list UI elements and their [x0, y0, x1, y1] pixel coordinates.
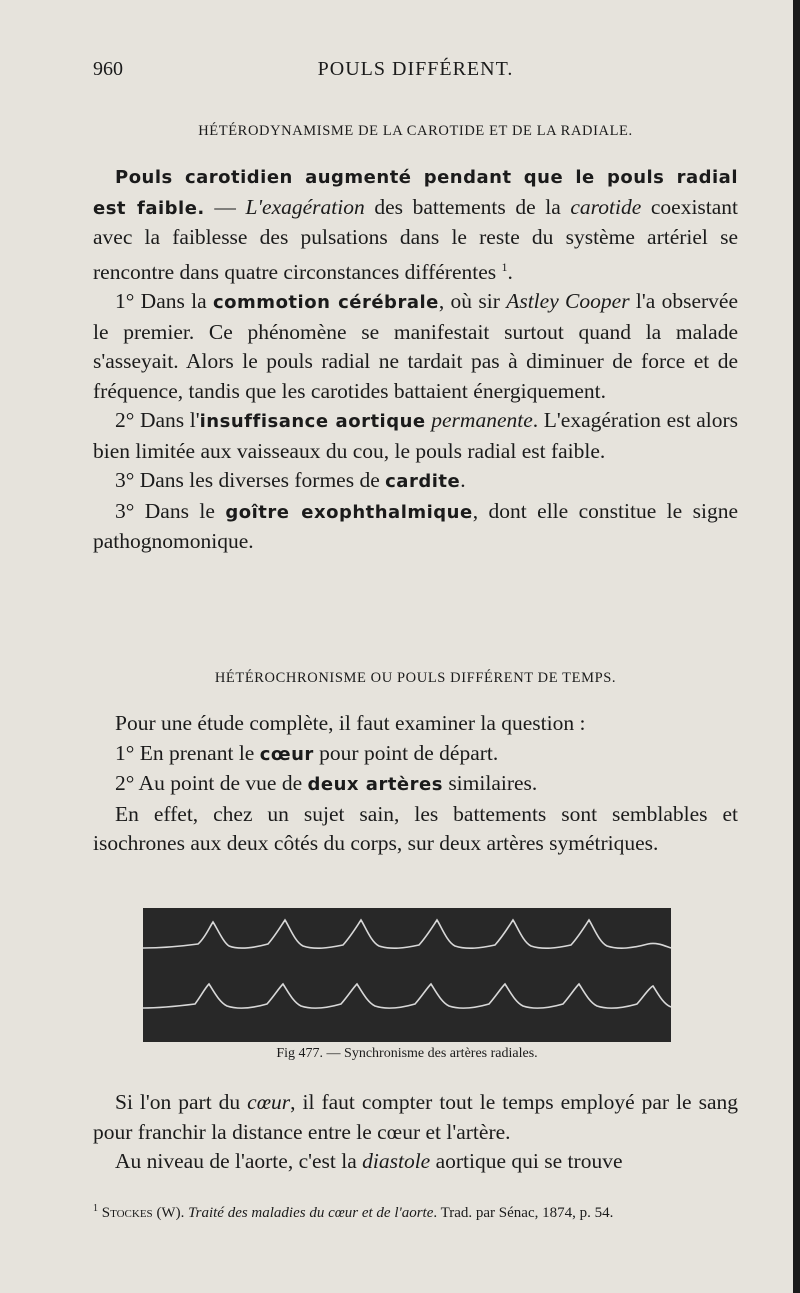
paragraph-arteres: [93, 769, 738, 800]
text-run: 2° Dans l': [115, 408, 200, 433]
pulse-tracing-figure: [143, 908, 671, 1042]
text-run: Au niveau de l'aorte, c'est la: [115, 1149, 363, 1173]
bold-term: deux artères: [307, 774, 443, 795]
text-run: , il faut compter tout le temps employé par le sang pour franchir la distance entre le cœur et l'artère.: [93, 1090, 738, 1144]
italic-term: diastole: [362, 1149, 431, 1173]
italic-term: Astley Cooper: [506, 289, 630, 314]
section-heterodynamisme: [93, 123, 738, 557]
pulse-tracing: [143, 908, 671, 1042]
section-coeur: [93, 1088, 738, 1177]
text-run: 3° Dans les diverses formes de: [115, 468, 386, 493]
text-run: similaires.: [442, 771, 538, 795]
page-edge-shadow: [793, 0, 800, 1293]
text-run: , dont elle constitue le signe pathognomonique.: [93, 498, 738, 554]
section-heading: HÉTÉRODYNAMISME DE LA CAROTIDE ET DE LA RADIALE.: [198, 123, 633, 139]
text-run: l'a observée le premier. Ce phénomène se manifestait surtout quand la malade s'asseyait. Alors le pouls radial ne tardait pas à diminuer de force et de fréquence, tandis que les carotides battaient énergiquement.: [93, 289, 738, 403]
text-run: . L'exagération est alors bien limitée aux vaisseaux du cou, le pouls radial est faible.: [93, 408, 738, 463]
section-heading: HÉTÉROCHRONISME OU POULS DIFFÉRENT DE TEMPS.: [214, 670, 617, 686]
text-run: Si l'on part du: [115, 1090, 248, 1114]
text-run: —: [204, 194, 246, 219]
italic-term: cœur: [247, 1090, 291, 1114]
footnote: [93, 1198, 743, 1224]
bold-term: cœur: [259, 743, 314, 765]
running-head: POULS DIFFÉRENT.: [317, 58, 514, 80]
section-heterochronisme: [93, 670, 738, 859]
text-run: (W).: [152, 1205, 189, 1221]
bold-term: goître exophthalmique: [225, 501, 473, 523]
figure-caption: Fig 477. — Synchronisme des artères radiales.: [276, 1046, 538, 1061]
footnote-ref: 1: [501, 259, 508, 274]
paragraph-sujet-sain: En effet, chez un sujet sain, les battements sont semblables et isochrones aux deux côtés du corps, sur deux artères symétriques.: [93, 801, 738, 855]
paragraph-si-lon-part: [93, 1088, 738, 1147]
bold-term: Pouls carotidien augmenté pendant que le pouls radial est faible.: [93, 167, 738, 219]
text-run: coexistant avec la faiblesse des pulsations dans le reste du système artériel se rencontre dans quatre circonstances différentes: [93, 194, 739, 284]
paragraph-goitre: [93, 497, 738, 557]
paragraph-insuffisance: [93, 406, 738, 466]
bold-term: cardite: [385, 471, 461, 493]
text-run: 3° Dans le: [115, 498, 226, 523]
text-run: aortique qui se trouve: [430, 1149, 623, 1173]
paragraph-aorte: [93, 1147, 738, 1177]
italic-term: carotide: [570, 194, 642, 219]
bold-term: commotion cérébrale: [213, 292, 439, 314]
paragraph-commotion: [93, 287, 738, 406]
page-header: [93, 58, 738, 88]
italic-term: L'exagération: [245, 194, 365, 219]
text-run: 1° Dans la: [115, 289, 214, 314]
footnote-author: Stockes: [101, 1205, 153, 1221]
paragraph-coeur: [93, 739, 738, 770]
lower-pulse-trace: [143, 984, 671, 1008]
paragraph-pouls-carotidien: [93, 162, 738, 287]
page-number: 960: [93, 58, 123, 80]
text-run: des battements de la: [364, 194, 571, 219]
upper-pulse-trace: [143, 920, 671, 948]
text-run: pour point de départ.: [313, 740, 499, 765]
footnote-title: Traité des maladies du cœur et de l'aorte: [188, 1205, 434, 1221]
text-run: 2° Au point de vue de: [115, 771, 308, 795]
text-run: .: [507, 259, 513, 284]
text-run: 1° En prenant le: [115, 740, 260, 765]
text-run: . Trad. par Sénac, 1874, p. 54.: [433, 1205, 614, 1221]
bold-term: insuffisance aortique: [199, 411, 426, 433]
paragraph-etude: Pour une étude complète, il faut examiner la question :: [115, 711, 586, 735]
text-run: .: [460, 468, 466, 493]
text-run: , où sir: [438, 289, 507, 314]
footnote-marker: 1: [93, 1203, 98, 1214]
paragraph-cardite: [93, 466, 738, 497]
italic-term: permanente: [425, 408, 533, 433]
